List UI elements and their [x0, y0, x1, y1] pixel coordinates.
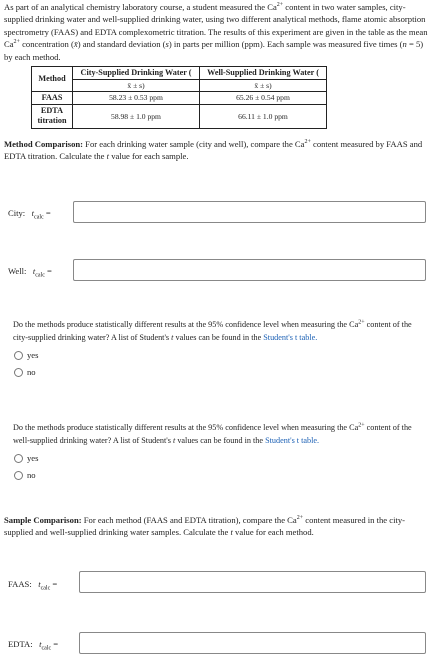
- city-label: City: $t_{calc}$ =: [8, 208, 51, 221]
- table-subheader-row: [32, 79, 327, 91]
- problem-intro: As part of an analytical chemistry laboratory course, a student measured the $Ca^{2+}$ content in two water samples, city-supplied drinking water and well-supplied drinking water, using two different analytical methods, flame atomic absorption spectrometry (FAAS) and EDTA complexometric titration. The results of this experiment are given in the table as the mean $Ca^{2+}$ concentration (x̄) and standard deviation (s) in parts per million (ppm). Each sample was measured five times (n = 5) by each method.: [4, 2, 428, 62]
- method-comparison-text: Method Comparison: For each drinking water sample (city and well), compare the $Ca^{2+}$ content measured by FAAS and EDTA titration. Calculate the t value for each sample.: [4, 139, 423, 162]
- question-well-significance: Do the methods produce statistically different results at the 95% confidence level when measuring the $Ca^{2+}$ content of the well-supplied drinking water? A list of Student's t values can be found in the Student's t table.: [13, 422, 412, 446]
- subheader-well: x̄ ± s): [200, 79, 327, 91]
- edta-t-calc-input[interactable]: [79, 632, 426, 654]
- radio-well-no[interactable]: no: [14, 469, 36, 481]
- student-t-table-link[interactable]: Student's t table.: [263, 333, 318, 343]
- edta-label: EDTA: $t_{calc}$ =: [8, 639, 59, 652]
- radio-city-yes[interactable]: yes: [14, 349, 38, 361]
- results-table: [31, 66, 327, 129]
- subheader-city: x̄ ± s): [73, 79, 200, 91]
- header-city: City-Supplied Drinking Water (: [73, 67, 200, 80]
- row-method: FAAS: [32, 91, 73, 104]
- radio-city-no[interactable]: no: [14, 366, 36, 378]
- well-t-calc-input[interactable]: [73, 259, 426, 281]
- header-method: Method: [32, 67, 73, 92]
- radio-button-icon[interactable]: [14, 454, 23, 463]
- faas-t-calc-input[interactable]: [79, 571, 426, 593]
- faas-label: FAAS: $t_{calc}$ =: [8, 579, 58, 592]
- row-city-value: 58.98 ± 1.0 ppm: [73, 104, 200, 128]
- radio-button-icon[interactable]: [14, 351, 23, 360]
- table-row: [32, 104, 327, 128]
- radio-button-icon[interactable]: [14, 368, 23, 377]
- student-t-table-link[interactable]: Student's t table.: [265, 436, 320, 446]
- question-city-significance: Do the methods produce statistically different results at the 95% confidence level when measuring the $Ca^{2+}$ content of the city-supplied drinking water? A list of Student's t values can be found in the Student's t table.: [13, 319, 412, 343]
- row-well-value: 66.11 ± 1.0 ppm: [200, 104, 327, 128]
- row-city-value: 58.23 ± 0.53 ppm: [73, 91, 200, 104]
- radio-well-yes[interactable]: yes: [14, 452, 38, 464]
- table-row: [32, 91, 327, 104]
- row-method: EDTA titration: [32, 104, 73, 128]
- sample-comparison-text: Sample Comparison: For each method (FAAS and EDTA titration), compare the $Ca^{2+}$ content measured in the city-supplied and well-supplied drinking water samples. Calculate the t value for each method.: [4, 515, 406, 538]
- city-t-calc-input[interactable]: [73, 201, 426, 223]
- row-well-value: 65.26 ± 0.54 ppm: [200, 91, 327, 104]
- table-header-row: [32, 67, 327, 80]
- header-well: Well-Supplied Drinking Water (: [200, 67, 327, 80]
- well-label: Well: $t_{calc}$ =: [8, 266, 52, 279]
- radio-button-icon[interactable]: [14, 471, 23, 480]
